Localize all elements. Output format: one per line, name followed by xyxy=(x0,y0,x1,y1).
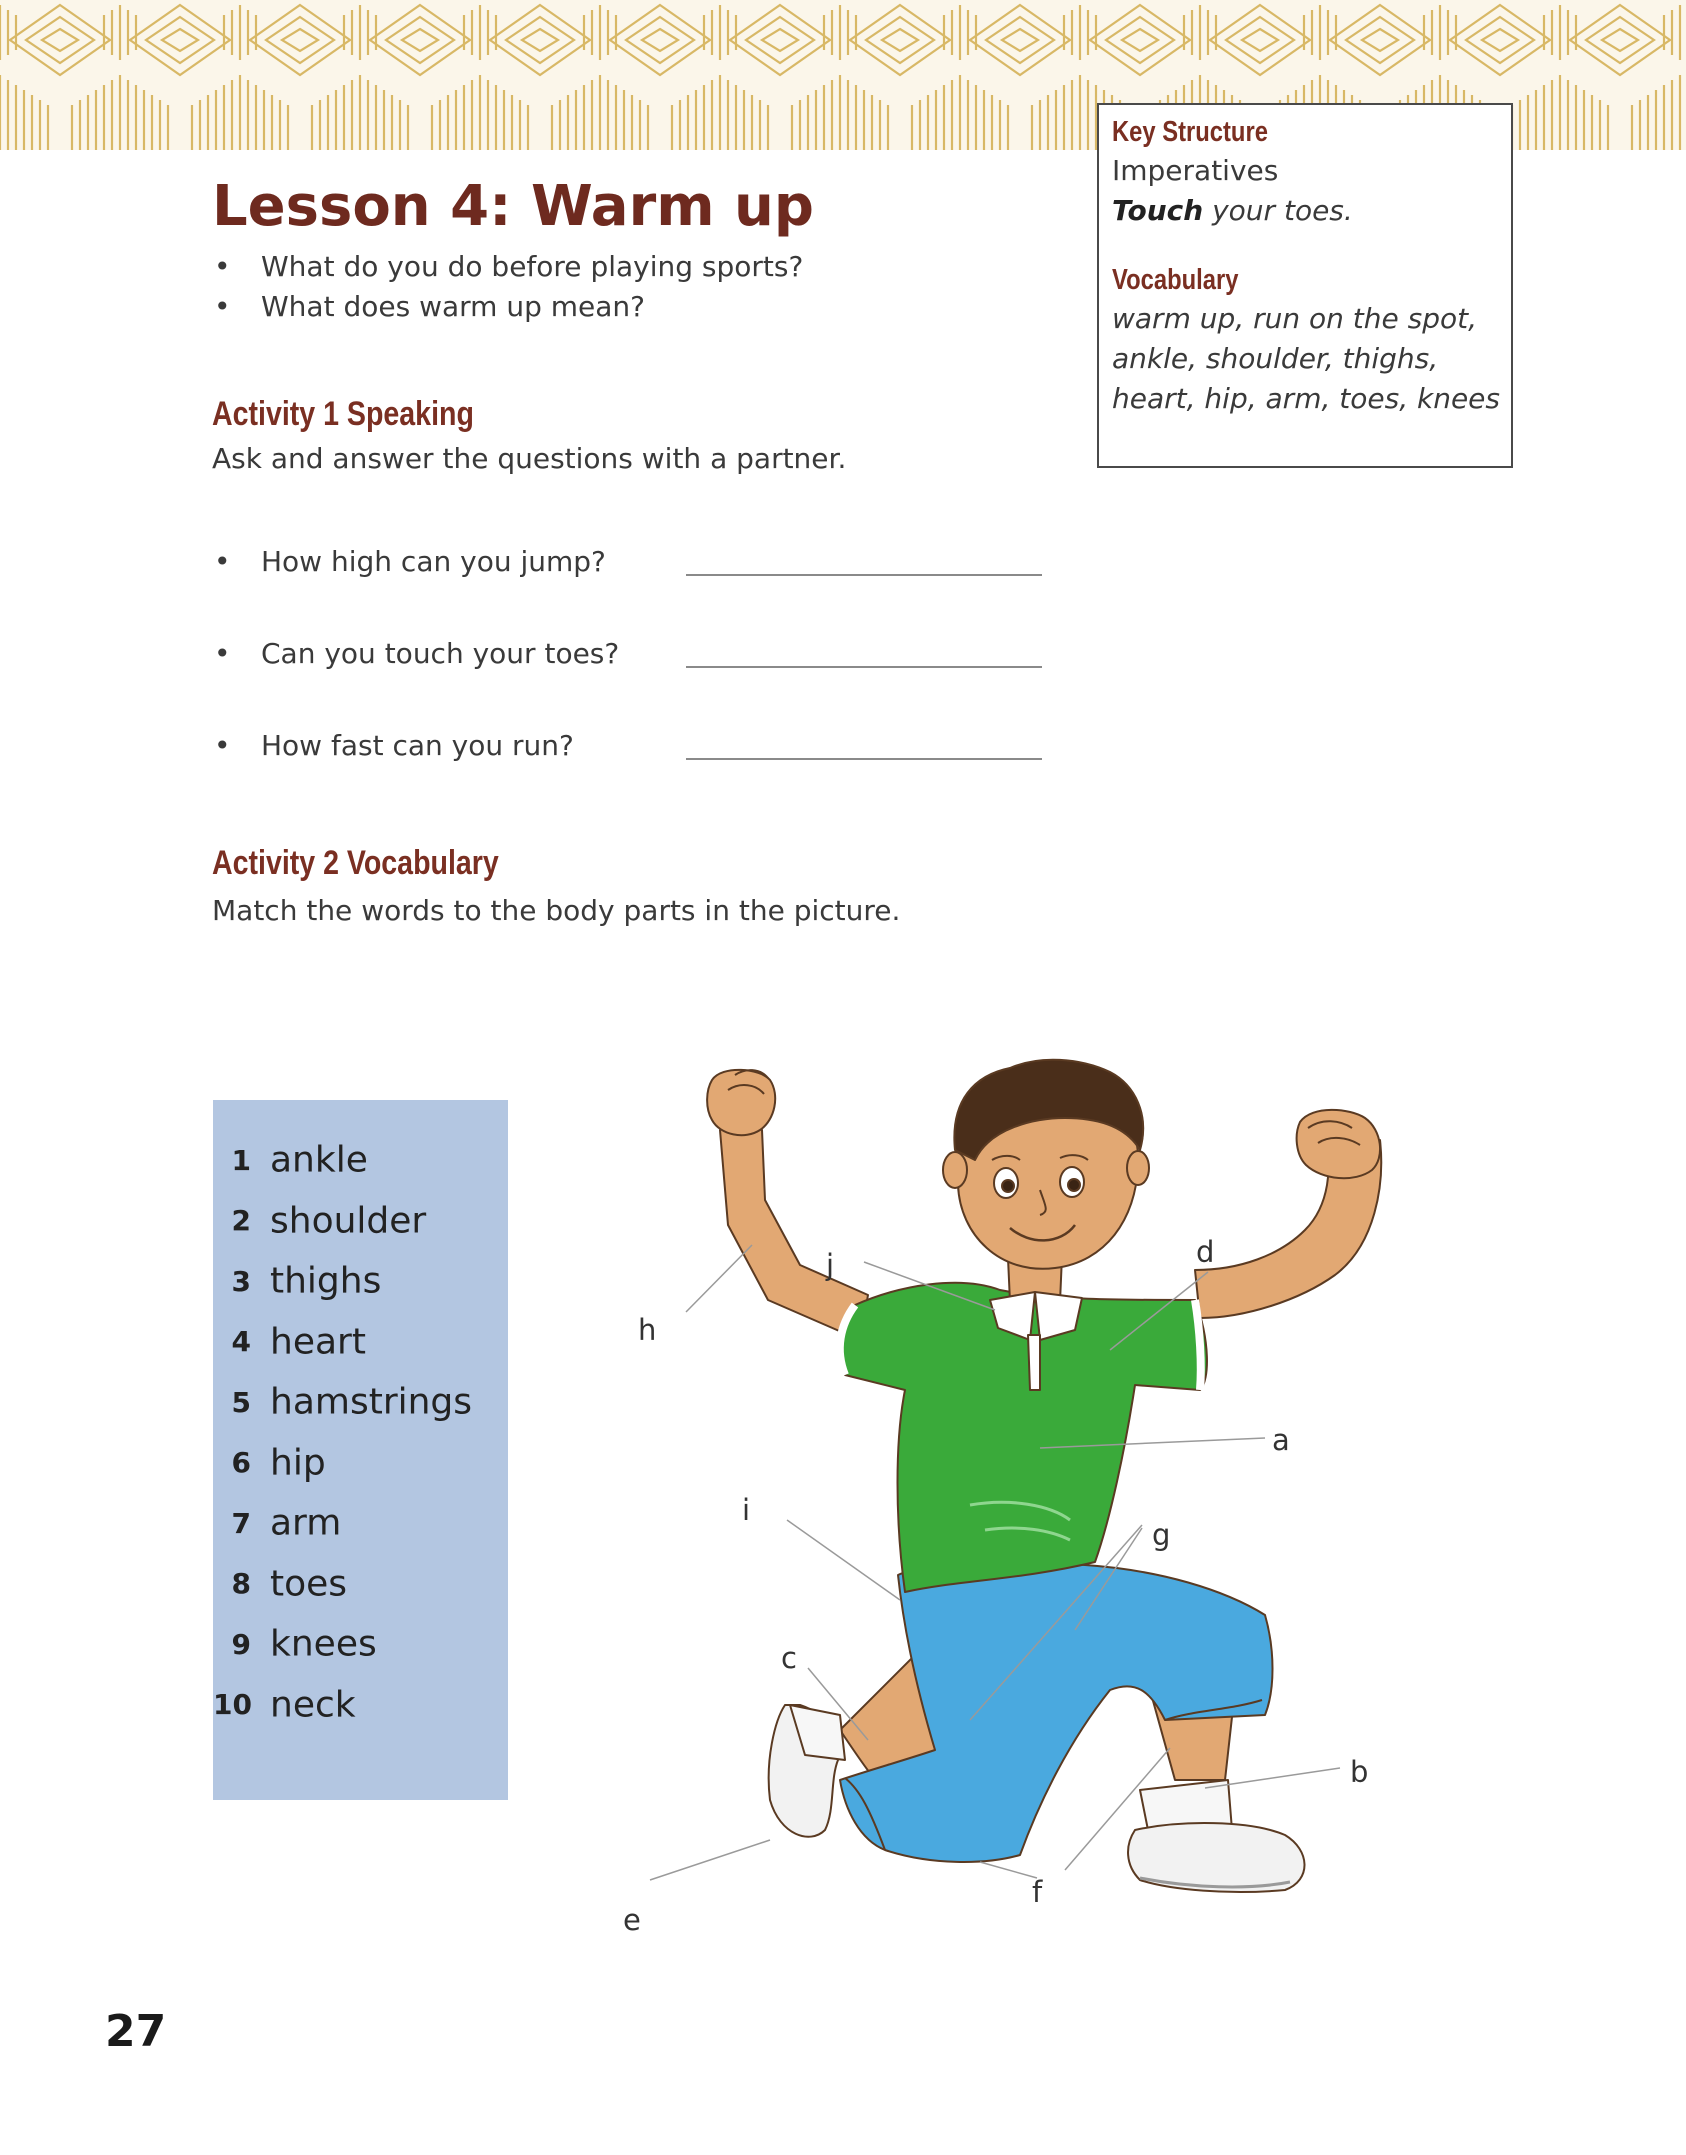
word-list-box xyxy=(213,1100,508,1800)
label-e: e xyxy=(623,1903,641,1937)
word-item xyxy=(213,1685,508,1746)
speaking-question: • How high can you jump? xyxy=(212,540,606,584)
label-j: j xyxy=(826,1248,835,1282)
lesson-question: • What do you do before playing sports? xyxy=(212,247,803,287)
label-h: h xyxy=(638,1313,657,1347)
word-text: knees xyxy=(270,1623,377,1665)
word-item xyxy=(213,1382,508,1443)
word-number: 4 xyxy=(231,1325,251,1358)
page-number: 27 xyxy=(105,2006,167,2057)
word-number: 2 xyxy=(231,1204,251,1237)
boy-body-parts-illustration xyxy=(620,1055,1400,1955)
word-item xyxy=(213,1140,508,1201)
lesson-question: • What does warm up mean? xyxy=(212,287,803,327)
word-number: 5 xyxy=(231,1385,251,1419)
word-list xyxy=(213,1100,508,1745)
label-a: a xyxy=(1272,1423,1290,1457)
speaking-question: • Can you touch your toes? xyxy=(212,632,619,676)
key-structure-example-verb: Touch xyxy=(1112,194,1204,227)
word-item xyxy=(213,1564,508,1625)
label-c: c xyxy=(781,1641,797,1675)
word-item xyxy=(213,1201,508,1262)
word-number: 9 xyxy=(231,1627,251,1661)
label-d: d xyxy=(1196,1235,1215,1269)
vocabulary-title: Vocabulary xyxy=(1112,264,1239,296)
vocabulary-line: warm up, run on the spot, xyxy=(1112,302,1477,335)
lesson-questions xyxy=(212,247,803,327)
word-text: ankle xyxy=(270,1139,368,1181)
word-text: hip xyxy=(270,1442,326,1483)
word-number: 3 xyxy=(231,1264,251,1298)
word-number: 10 xyxy=(213,1688,252,1721)
answer-line[interactable] xyxy=(686,666,1042,668)
activity1-instruction: Ask and answer the questions with a partner. xyxy=(212,442,847,475)
key-structure-example xyxy=(1112,191,1498,231)
word-text: arm xyxy=(270,1502,342,1544)
speaking-question-row xyxy=(212,724,1042,768)
activity1-heading: Activity 1 Speaking xyxy=(212,395,474,433)
key-structure-title: Key Structure xyxy=(1112,116,1268,148)
word-text: toes xyxy=(270,1563,348,1604)
key-structure-box xyxy=(1097,103,1513,468)
word-item xyxy=(213,1503,508,1564)
word-number: 7 xyxy=(231,1506,251,1540)
answer-line[interactable] xyxy=(686,574,1042,576)
vocabulary-line: heart, hip, arm, toes, knees xyxy=(1112,382,1500,415)
label-i: i xyxy=(742,1493,751,1527)
speaking-question-row xyxy=(212,632,1042,676)
speaking-question: • How fast can you run? xyxy=(212,724,574,768)
word-item xyxy=(213,1261,508,1322)
word-number: 8 xyxy=(231,1567,251,1600)
word-item xyxy=(213,1322,508,1383)
answer-line[interactable] xyxy=(686,758,1042,760)
label-f: f xyxy=(1032,1875,1043,1909)
speaking-question-row xyxy=(212,540,1042,584)
word-item xyxy=(213,1443,508,1504)
word-text: shoulder xyxy=(270,1200,427,1241)
vocabulary-line: ankle, shoulder, thighs, xyxy=(1112,342,1439,375)
boy-drawing xyxy=(707,1060,1381,1892)
word-text: thighs xyxy=(270,1260,382,1302)
word-text: hamstrings xyxy=(270,1381,473,1423)
label-g: g xyxy=(1152,1518,1171,1552)
word-number: 6 xyxy=(231,1446,251,1479)
word-text: heart xyxy=(270,1321,366,1362)
word-text: neck xyxy=(270,1684,356,1725)
key-structure-line: Imperatives xyxy=(1112,154,1279,187)
activity2-heading: Activity 2 Vocabulary xyxy=(212,844,499,882)
activity2-instruction: Match the words to the body parts in the picture. xyxy=(212,894,901,927)
word-number: 1 xyxy=(231,1143,251,1177)
key-structure-example-rest: your toes. xyxy=(1203,194,1353,227)
word-item xyxy=(213,1624,508,1685)
lesson-title: Lesson 4: Warm up xyxy=(212,174,814,239)
label-b: b xyxy=(1350,1755,1369,1789)
